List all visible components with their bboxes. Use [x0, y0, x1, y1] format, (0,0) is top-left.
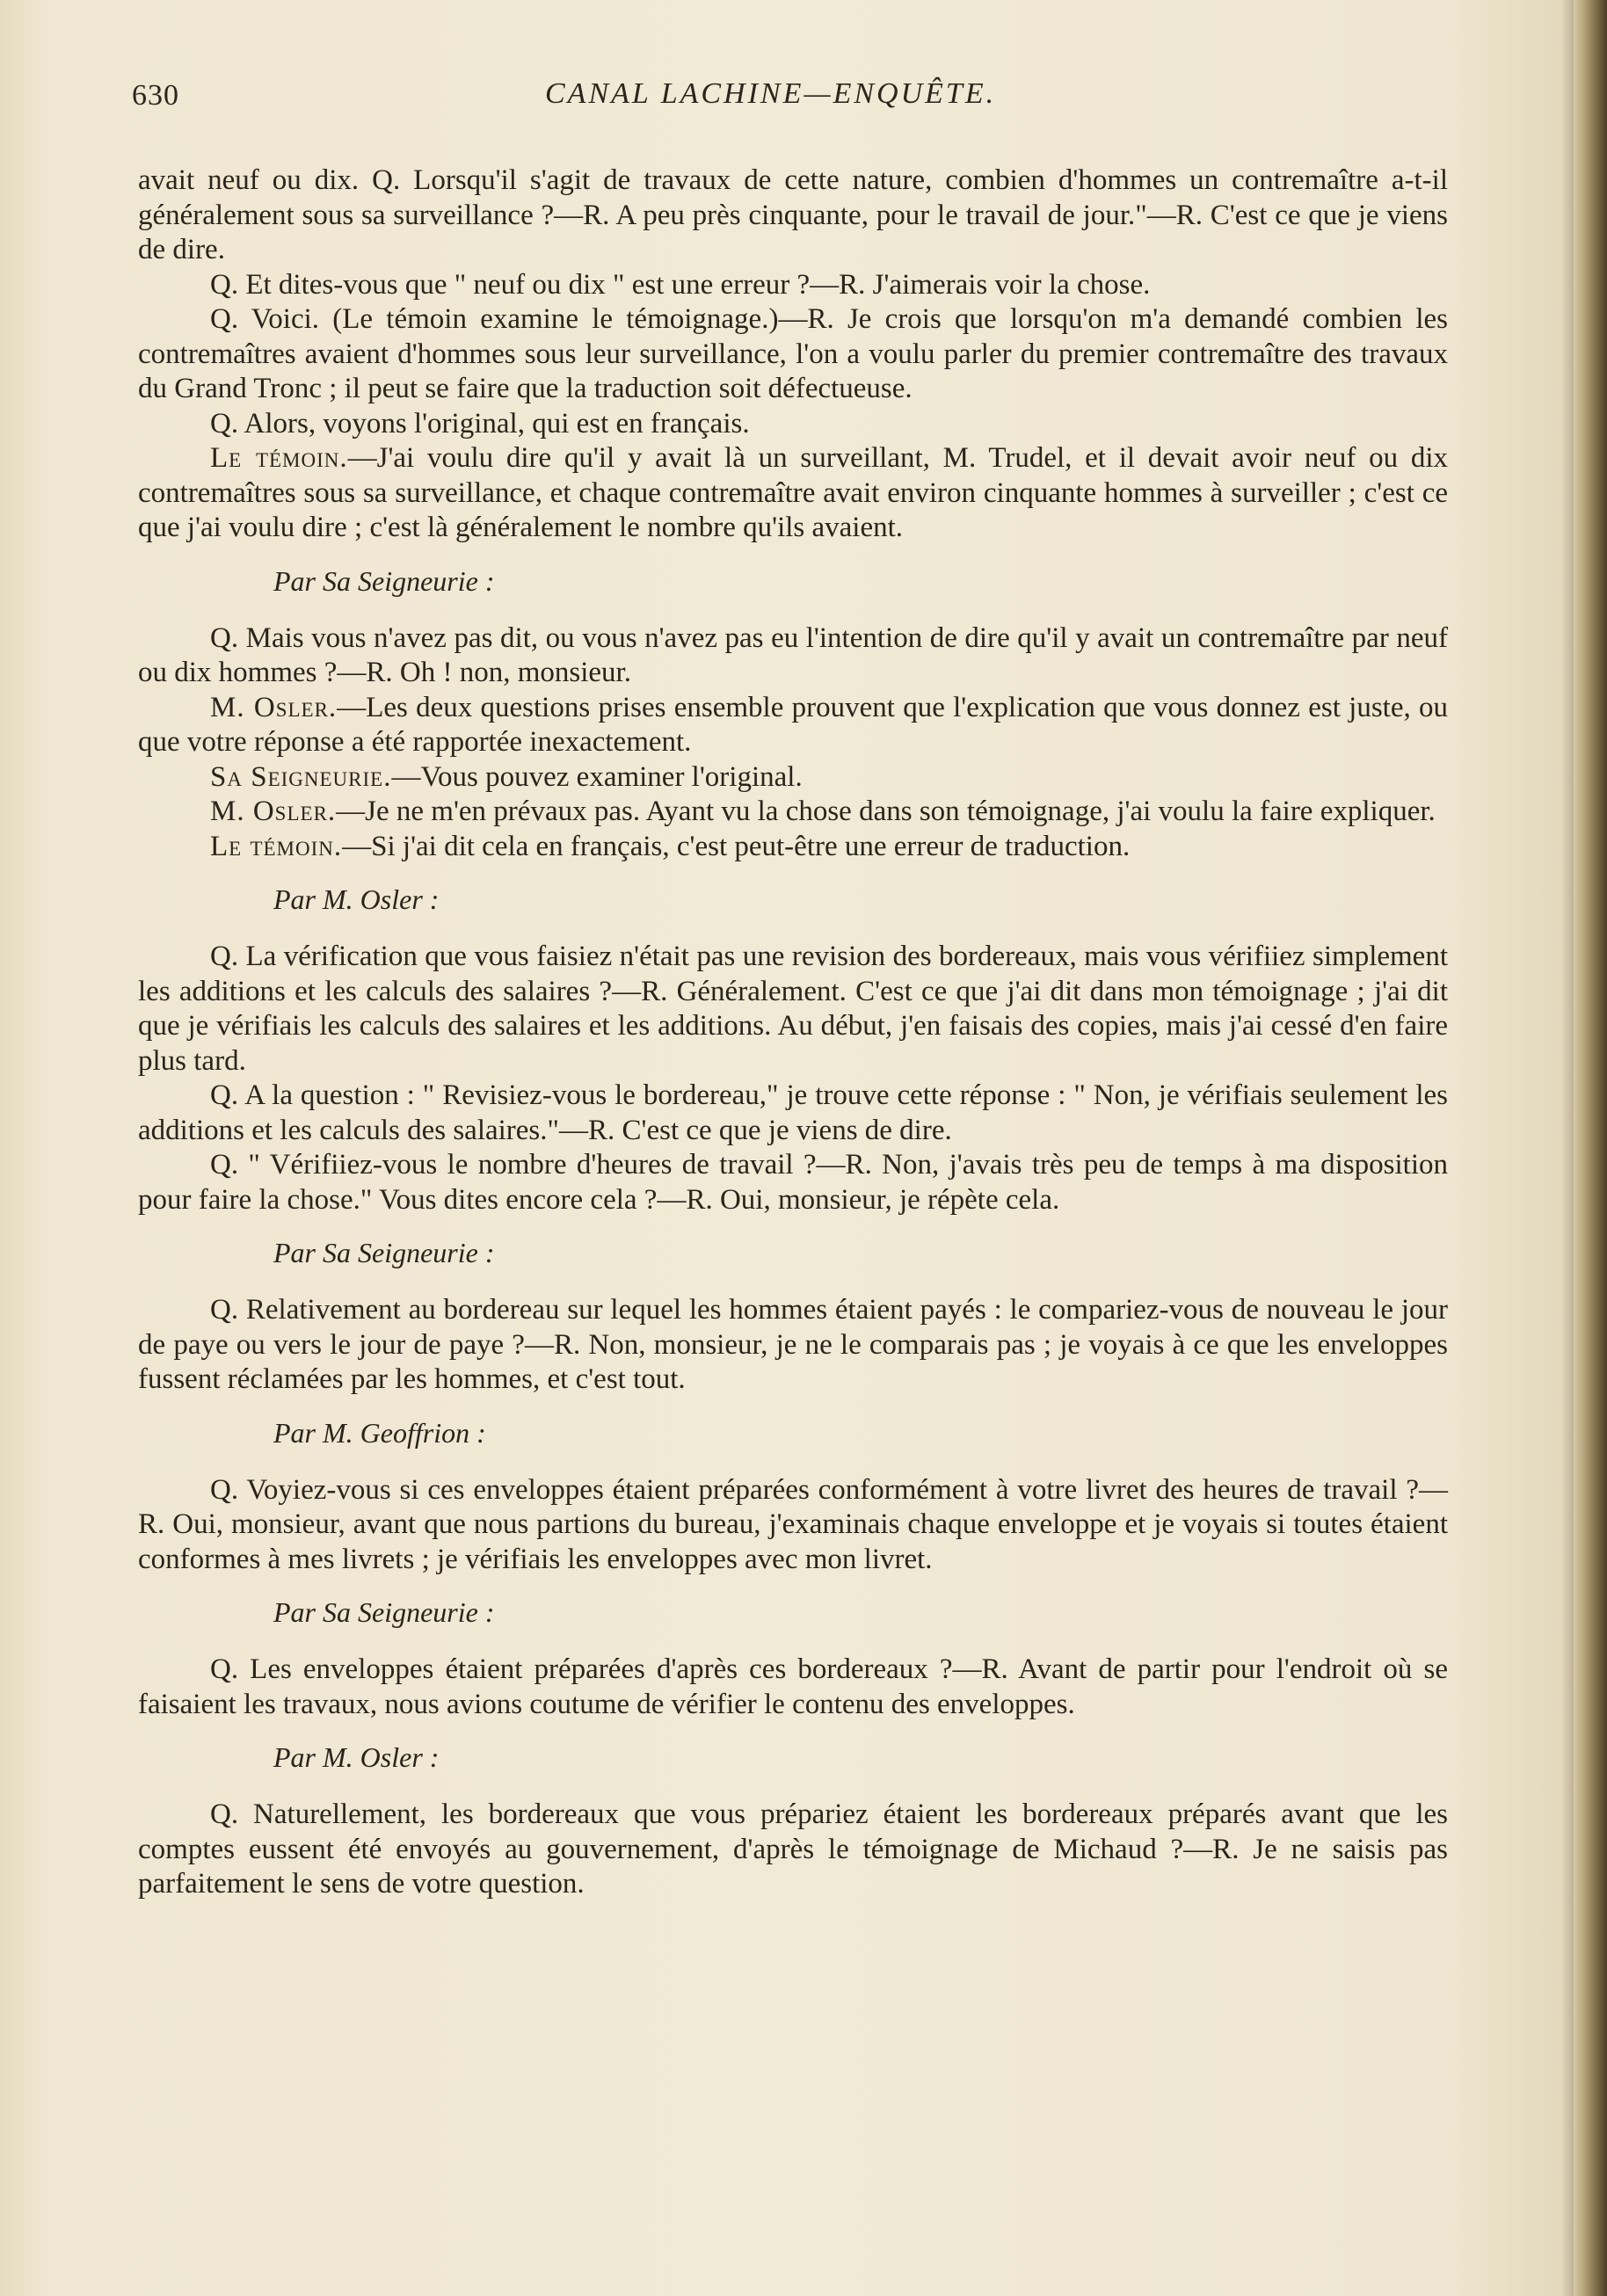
paragraph-text: —Vous pouvez examiner l'original.	[391, 760, 803, 793]
section-heading: Par Sa Seigneurie :	[273, 564, 495, 597]
paragraph-text: —J'ai voulu dire qu'il y avait là un surveillant, M. Trudel, et il devait avoir neuf ou dix contremaîtres sous sa surveillance, et chaque contremaître avait environ cinquante hommes à surveiller ; c'est ce que j'ai voulu dire ; c'est là généralement le nombre qu'ils avaient.	[138, 442, 1448, 543]
paragraph-text: Q. Alors, voyons l'original, qui est en français.	[210, 407, 750, 440]
testimony-paragraph	[138, 1293, 1448, 1398]
speaker-paragraph	[138, 795, 1448, 830]
running-title: CANAL LACHINE—ENQUÊTE.	[545, 77, 997, 110]
section-heading: Par M. Geoffrion :	[273, 1416, 486, 1449]
speaker-name: Le témoin.	[210, 830, 343, 862]
book-binding	[1574, 0, 1607, 2296]
testimony-paragraph	[138, 302, 1448, 407]
paragraph-text: Q. Naturellement, les bordereaux que vous prépariez étaient les bordereaux préparés avant que les comptes eussent été envoyés au gouvernement, d'après le témoignage de Michaud ?—R. Je ne saisis pas parfaitement le sens de votre question.	[138, 1798, 1448, 1900]
paragraph-text: Q. A la question : " Revisiez-vous le bordereau," je trouve cette réponse : " Non, je vérifiais seulement les additions et les calculs des salaires."—R. C'est ce que je viens de dire.	[138, 1079, 1448, 1146]
speaker-paragraph	[138, 441, 1448, 546]
page-number: 630	[132, 79, 179, 112]
paragraph-text: —Je ne m'en prévaux pas. Ayant vu la chose dans son témoignage, j'ai voulu la faire expliquer.	[336, 796, 1436, 827]
testimony-paragraph	[138, 621, 1448, 691]
paragraph-text: —Les deux questions prises ensemble prouvent que l'explication que vous donnez est juste, ou que votre réponse a été rapportée inexactement.	[138, 691, 1448, 758]
paragraph-text: Q. Voyiez-vous si ces enveloppes étaient préparées conformément à votre livret des heures de travail ?—R. Oui, monsieur, avant que nous partions du bureau, j'examinais chaque enveloppe et je voyais si toutes étaient conformes à mes livrets ; je vérifiais les enveloppes avec mon livret.	[138, 1473, 1448, 1575]
testimony-paragraph	[138, 268, 1448, 303]
paragraph-text: Q. Relativement au bordereau sur lequel les hommes étaient payés : le compariez-vous de nouveau le jour de paye ou vers le jour de paye ?—R. Non, monsieur, je ne le comparais pas ; je voyais à ce que les enveloppes fussent réclamées par les hommes, et c'est tout.	[138, 1294, 1448, 1395]
speaker-name: Le témoin.	[210, 442, 348, 474]
speaker-name: M. Osler.	[210, 691, 338, 723]
page-header	[132, 72, 1451, 125]
speaker-paragraph	[138, 760, 1448, 796]
testimony-paragraph	[138, 940, 1448, 1079]
section-heading: Par Sa Seigneurie :	[273, 1596, 495, 1628]
speaker-name: M. Osler.	[210, 796, 337, 827]
paragraph-text: Q. La vérification que vous faisiez n'était pas une revision des bordereaux, mais vous vérifiiez simplement les additions et les calculs des salaires ?—R. Généralement. C'est ce que j'ai dit dans mon témoignage ; j'ai dit que je vérifiais les calculs des salaires et les additions. Au début, j'en faisais des copies, mais j'ai cessé d'en faire plus tard.	[138, 941, 1448, 1077]
testimony-paragraph	[138, 1148, 1448, 1217]
testimony-paragraph	[138, 1079, 1448, 1148]
testimony-paragraph	[138, 407, 1448, 442]
paragraph-text: avait neuf ou dix. Q. Lorsqu'il s'agit de travaux de cette nature, combien d'hommes un contremaître a-t-il généralement sous sa surveillance ?—R. A peu près cinquante, pour le travail de jour."—R. C'est ce que je viens de dire.	[138, 164, 1448, 265]
testimony-paragraph	[138, 1473, 1448, 1578]
speaker-paragraph	[138, 691, 1448, 760]
section-heading: Par M. Osler :	[273, 1741, 440, 1773]
paragraph-text: —Si j'ai dit cela en français, c'est peut-être une erreur de traduction.	[342, 830, 1131, 862]
paragraph-text: Q. Mais vous n'avez pas dit, ou vous n'avez pas eu l'intention de dire qu'il y avait un contremaître par neuf ou dix hommes ?—R. Oh ! non, monsieur.	[138, 621, 1448, 688]
section-heading: Par Sa Seigneurie :	[273, 1237, 495, 1268]
page-body	[138, 163, 1448, 1902]
testimony-paragraph	[138, 1653, 1448, 1722]
binding-shadow	[1561, 0, 1574, 2296]
speaker-paragraph	[138, 830, 1448, 865]
paragraph-text: Q. Et dites-vous que " neuf ou dix " est une erreur ?—R. J'aimerais voir la chose.	[210, 268, 1151, 301]
section-heading: Par M. Osler :	[273, 883, 440, 915]
testimony-paragraph	[138, 1798, 1448, 1902]
speaker-name: Sa Seigneurie.	[210, 760, 392, 793]
testimony-paragraph	[138, 163, 1448, 268]
paragraph-text: Q. " Vérifiiez-vous le nombre d'heures de travail ?—R. Non, j'avais très peu de temps à ma disposition pour faire la chose." Vous dites encore cela ?—R. Oui, monsieur, je répète cela.	[138, 1149, 1448, 1216]
paragraph-text: Q. Voici. (Le témoin examine le témoignage.)—R. Je crois que lorsqu'on m'a demandé combien les contremaîtres avaient d'hommes sous leur surveillance, l'on a voulu parler du premier contremaître des travaux du Grand Tronc ; il peut se faire que la traduction soit défectueuse.	[138, 303, 1448, 404]
paragraph-text: Q. Les enveloppes étaient préparées d'après ces bordereaux ?—R. Avant de partir pour l'endroit où se faisaient les travaux, nous avions coutume de vérifier le contenu des enveloppes.	[138, 1653, 1448, 1720]
